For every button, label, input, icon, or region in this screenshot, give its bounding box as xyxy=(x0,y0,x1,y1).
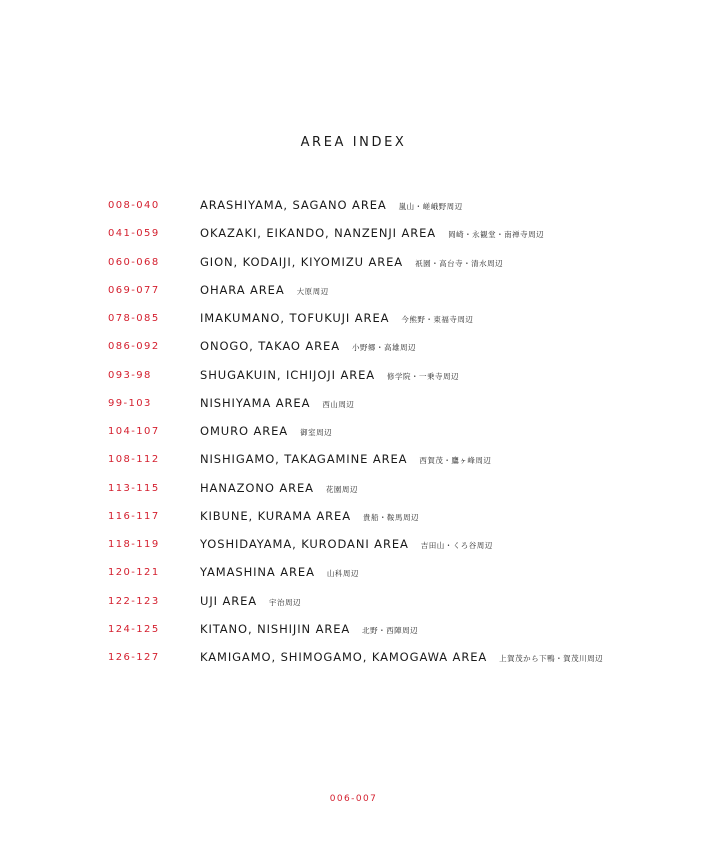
area-name-jp: 祇園・高台寺・清水周辺 xyxy=(415,258,504,268)
page-title: AREA INDEX xyxy=(300,135,407,150)
area-name-jp: 吉田山・くろ谷周辺 xyxy=(420,541,493,550)
page-range: 069-077 xyxy=(108,284,160,296)
index-row xyxy=(0,422,707,450)
page-range: 008-040 xyxy=(108,200,160,211)
area-name-en: KAMIGAMO, SHIMOGAMO, KAMOGAWA AREA xyxy=(200,650,488,664)
area-name-en: HANAZONO AREA xyxy=(200,480,314,495)
area-name-en: OKAZAKI, EIKANDO, NANZENJI AREA xyxy=(200,226,437,241)
page-range: 108-112 xyxy=(108,454,160,466)
area-name xyxy=(200,622,418,636)
area-name-en: KITANO, NISHIJIN AREA xyxy=(200,621,351,636)
area-name xyxy=(200,396,354,410)
area-name-jp: 西賀茂・鷹ヶ峰周辺 xyxy=(419,456,492,466)
area-name-en: ONOGO, TAKAO AREA xyxy=(200,339,340,354)
index-row xyxy=(0,366,707,394)
area-name-en: UJI AREA xyxy=(200,593,258,608)
index-row xyxy=(0,337,707,365)
area-name-en: YOSHIDAYAMA, KURODANI AREA xyxy=(200,537,409,551)
area-name-jp: 貴船・鞍馬周辺 xyxy=(363,512,419,522)
index-row xyxy=(0,648,707,676)
area-name xyxy=(200,650,603,664)
area-name xyxy=(200,424,332,438)
index-row xyxy=(0,224,707,252)
index-row xyxy=(0,309,707,337)
area-name-en: KIBUNE, KURAMA AREA xyxy=(200,508,351,523)
index-row xyxy=(0,281,707,309)
area-name-jp: 北野・西陣周辺 xyxy=(362,625,419,635)
area-name-jp: 小野郷・高雄周辺 xyxy=(351,343,416,353)
page-range: 99-103 xyxy=(108,397,152,409)
area-name xyxy=(200,198,463,212)
index-row xyxy=(0,507,707,535)
area-name xyxy=(200,452,491,466)
page-range: 122-123 xyxy=(108,595,160,607)
index-row xyxy=(0,563,707,591)
area-name-jp: 修学院・一乗寺周辺 xyxy=(387,371,460,381)
area-name xyxy=(200,481,358,495)
area-name xyxy=(200,311,473,325)
area-name-en: GION, KODAIJI, KIYOMIZU AREA xyxy=(200,254,404,269)
area-name-jp: 西山周辺 xyxy=(322,399,355,409)
page-range: 113-115 xyxy=(108,482,160,494)
page-range: 118-119 xyxy=(108,539,160,550)
index-row xyxy=(0,394,707,422)
area-name xyxy=(200,283,329,297)
index-row xyxy=(0,479,707,507)
area-name xyxy=(200,565,359,579)
area-index-list xyxy=(0,196,707,676)
page-range: 078-085 xyxy=(108,313,160,324)
area-name xyxy=(200,368,459,382)
index-row xyxy=(0,196,707,224)
area-name-en: YAMASHINA AREA xyxy=(200,565,315,580)
index-row xyxy=(0,450,707,478)
index-row xyxy=(0,535,707,563)
index-row xyxy=(0,592,707,620)
page-folio: 006-007 xyxy=(329,794,378,804)
area-name-jp: 宇治周辺 xyxy=(269,597,302,607)
page-range: 126-127 xyxy=(108,652,160,663)
area-name-jp: 岡崎・永観堂・南禅寺周辺 xyxy=(448,230,545,240)
area-name-jp: 嵐山・嵯峨野周辺 xyxy=(398,202,463,211)
page-range: 116-117 xyxy=(108,510,160,522)
area-name-jp: 今熊野・東福寺周辺 xyxy=(401,315,474,324)
area-name-jp: 花園周辺 xyxy=(325,484,358,494)
area-name-jp: 上賀茂から下鴨・賀茂川周辺 xyxy=(499,654,604,663)
area-name-en: NISHIYAMA AREA xyxy=(200,395,311,410)
area-name-en: IMAKUMANO, TOFUKUJI AREA xyxy=(200,311,390,325)
area-name xyxy=(200,509,419,523)
index-row xyxy=(0,253,707,281)
page-range: 104-107 xyxy=(108,426,160,437)
area-name xyxy=(200,339,416,353)
area-name-en: ARASHIYAMA, SAGANO AREA xyxy=(200,198,387,212)
area-name xyxy=(200,537,493,551)
area-name-en: OMURO AREA xyxy=(200,424,289,438)
area-name-jp: 大原周辺 xyxy=(296,286,329,296)
area-name xyxy=(200,255,503,269)
page-range: 093-98 xyxy=(108,369,152,381)
area-name xyxy=(200,226,544,240)
area-name-jp: 山科周辺 xyxy=(326,569,359,579)
index-row xyxy=(0,620,707,648)
page-range: 041-059 xyxy=(108,228,160,240)
page-range: 060-068 xyxy=(108,256,160,268)
page-range: 086-092 xyxy=(108,341,160,353)
page-range: 120-121 xyxy=(108,567,160,579)
area-name-en: OHARA AREA xyxy=(200,282,285,297)
page-range: 124-125 xyxy=(108,623,160,635)
area-name xyxy=(200,594,301,608)
area-name-en: NISHIGAMO, TAKAGAMINE AREA xyxy=(200,452,408,467)
area-name-en: SHUGAKUIN, ICHIJOJI AREA xyxy=(200,367,376,382)
area-name-jp: 御室周辺 xyxy=(300,428,333,437)
